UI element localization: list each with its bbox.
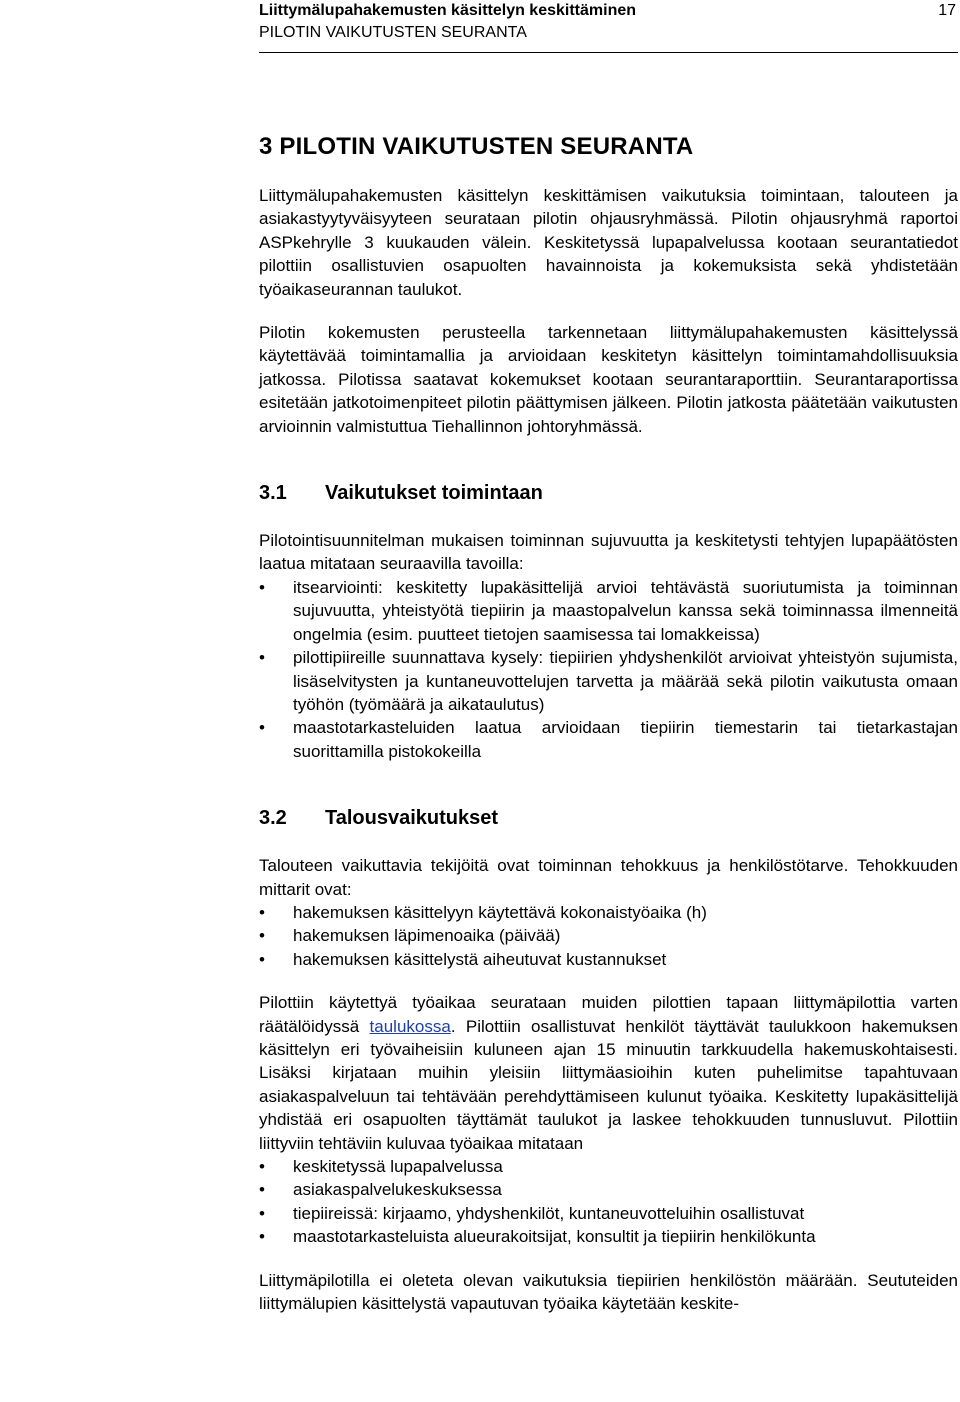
section-title: Talousvaikutukset [325, 807, 499, 830]
chapter-paragraph-1: Liittymälupahakemusten käsittelyn keskittämisen vaikutuksia toimintaan, talouteen ja asiakastyytyväisyyteen seurataan pilotin ohjausryhmässä. Pilotin ohjausryhmä raportoi ASPkehrylle 3 kuukauden välein. Keskitetyssä lupapalvelussa kootaan seurantatiedot pilottiin osallistuvien osapuolten havainnoista ja kokemuksista sekä yhdistetään työaikaseurannan taulukot. [259, 186, 958, 299]
section-2-paragraph [259, 991, 958, 1155]
list-item: • hakemuksen käsittelystä aiheutuvat kustannukset [259, 948, 958, 971]
list-item: • asiakaspalvelukeskuksessa [259, 1178, 958, 1201]
list-item: • pilottipiireille suunnattava kysely: tiepiirien yhdyshenkilöt arvioivat yhteistyön sujumista, lisäselvitysten ja kuntaneuvottelujen tarvetta ja määrää sekä pilotin vaikutusta omaan työhön (työmäärä ja aikataulutus) [259, 646, 958, 716]
page-number: 17 [938, 2, 956, 19]
document-body [259, 132, 958, 1315]
section-2-last-paragraph: Liittymäpilotilla ei oleteta olevan vaikutuksia tiepiirien henkilöstön määrään. Seututeiden liittymälupien käsittelystä vapautuvan työaika käytetään keskite- [259, 1270, 958, 1314]
chapter-title: 3 PILOTIN VAIKUTUSTEN SEURANTA [259, 133, 694, 160]
header-subtitle: PILOTIN VAIKUTUSTEN SEURANTA [259, 24, 527, 41]
section-title: Vaikutukset toimintaan [325, 482, 543, 505]
chapter-paragraph-2: Pilotin kokemusten perusteella tarkennetaan liittymälupahakemusten käsittelyssä käytettävää toimintamallia ja arvioidaan keskitetyn käsittelyn toimintamahdollisuuksia jatkossa. Pilotissa saatavat kokemukset kootaan seurantaraporttiin. Seurantaraportissa esitetään jatkotoimenpiteet pilotin päättymisen jälkeen. Pilotin jatkosta päätetään vaikutusten arvioinnin valmistuttua Tiehallinnon johtoryhmässä. [259, 323, 958, 436]
page-header [259, 0, 958, 53]
section-2-intro: Talouteen vaikuttavia tekijöitä ovat toiminnan tehokkuus ja henkilöstötarve. Tehokkuuden mittarit ovat: [259, 856, 958, 899]
section-heading-3-1 [259, 480, 958, 506]
section-1-intro: Pilotointisuunnitelman mukaisen toiminnan sujuvuutta ja keskitetysti tehtyjen lupapäätösten laatua mitataan seuraavilla tavoilla: [259, 531, 958, 574]
list-item: • maastotarkasteluiden laatua arvioidaan tiepiirin tiemestarin tai tietarkastajan suorittamilla pistokokeilla [259, 716, 958, 763]
section-number: 3.1 [259, 482, 287, 505]
list-item: • tiepiireissä: kirjaamo, yhdyshenkilöt, kuntaneuvotteluihin osallistuvat [259, 1202, 958, 1225]
section-heading-3-2 [259, 805, 958, 831]
paragraph-text: . Pilottiin osallistuvat henkilöt täyttävät taulukkoon hakemuksen käsittelyn eri työvaiheisiin kuluneen ajan 15 minuutin tarkkuudella hakemuskohtaisesti. Lisäksi kirjataan muihin yleisiin liittymäasioihin kuten puhelimitse tapahtuvaan asiakaspalveluun tai tehtävään perehdyttämiseen kulunut työaika. Keskitetty lupakäsittelijä yhdistää eri osapuolten täyttämät taulukot ja laskee tehokkuuden tunnusluvut. Pilottiin liittyviin tehtäviin kuluvaa työaikaa mitataan [259, 1016, 959, 1153]
section-1-bullet-list [259, 576, 958, 763]
taulukossa-link[interactable]: taulukossa [369, 1016, 451, 1036]
header-title: Liittymälupahakemusten käsittelyn keskittäminen [259, 2, 637, 19]
section-2-bullet-list [259, 901, 958, 971]
list-item: • hakemuksen läpimenoaika (päivää) [259, 924, 958, 947]
section-2-bullet-list-2 [259, 1155, 958, 1249]
paragraph-text: Pilottiin käytettyä työaikaa seurataan muiden pilottien tapaan liittymäpilottia varten räätälöidyssä [259, 993, 958, 1036]
list-item: • maastotarkasteluista alueurakoitsijat, konsultit ja tiepiirin henkilökunta [259, 1225, 958, 1248]
list-item: • itsearviointi: keskitetty lupakäsittelijä arvioi tehtävästä suoriutumista ja toiminnan sujuvuutta, yhteistyötä tiepiirin ja maastopalvelun kanssa sekä toiminnassa ilmenneitä ongelmia (esim. puutteet tietojen saamisessa tai lomakkeissa) [259, 576, 958, 646]
section-number: 3.2 [259, 807, 287, 830]
list-item: • keskitetyssä lupapalvelussa [259, 1155, 958, 1178]
list-item: • hakemuksen käsittelyyn käytettävä kokonaistyöaika (h) [259, 901, 958, 924]
